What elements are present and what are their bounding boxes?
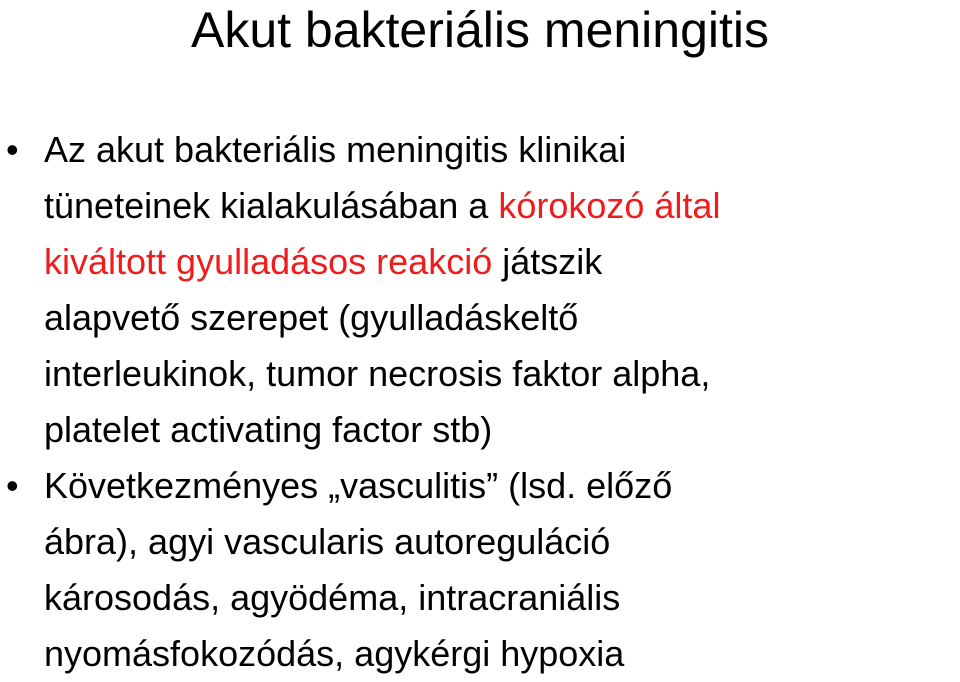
text-run: nyomásfokozódás, agykérgi hypoxia: [44, 633, 625, 674]
slide-title: Akut bakteriális meningitis: [190, 2, 770, 58]
bullet-line: [44, 234, 960, 290]
bullet-line: [44, 570, 960, 626]
text-run: ábra), agyi vascularis autoreguláció: [44, 521, 611, 562]
bullet-line: [44, 458, 960, 514]
bullet-line: [44, 514, 960, 570]
bullet-line: [44, 346, 960, 402]
bullet-line: [44, 122, 960, 178]
bullet-item: [0, 458, 960, 682]
text-run: tüneteinek kialakulásában a: [44, 185, 499, 226]
bullet-line: [44, 178, 960, 234]
highlighted-text-run: kiváltott gyulladásos reakció: [44, 241, 493, 282]
text-run: Következményes „vasculitis” (lsd. előző: [44, 465, 673, 506]
bullet-dot-icon: •: [6, 465, 19, 506]
bullet-item: [0, 122, 960, 458]
text-run: interleukinok, tumor necrosis faktor alpha,: [44, 353, 711, 394]
bullet-line: [44, 290, 960, 346]
text-run: játszik: [492, 241, 603, 282]
bullet-line: [44, 402, 960, 458]
text-run: károsodás, agyödéma, intracraniális: [44, 577, 621, 618]
text-run: Az akut bakteriális meningitis klinikai: [44, 129, 627, 170]
text-run: platelet activating factor stb): [44, 409, 493, 450]
bullet-line: [44, 626, 960, 682]
highlighted-text-run: kórokozó által: [498, 185, 721, 226]
bullet-dot-icon: •: [6, 129, 19, 170]
bullet-list: [0, 122, 960, 682]
text-run: alapvető szerepet (gyulladáskeltő: [44, 297, 579, 338]
